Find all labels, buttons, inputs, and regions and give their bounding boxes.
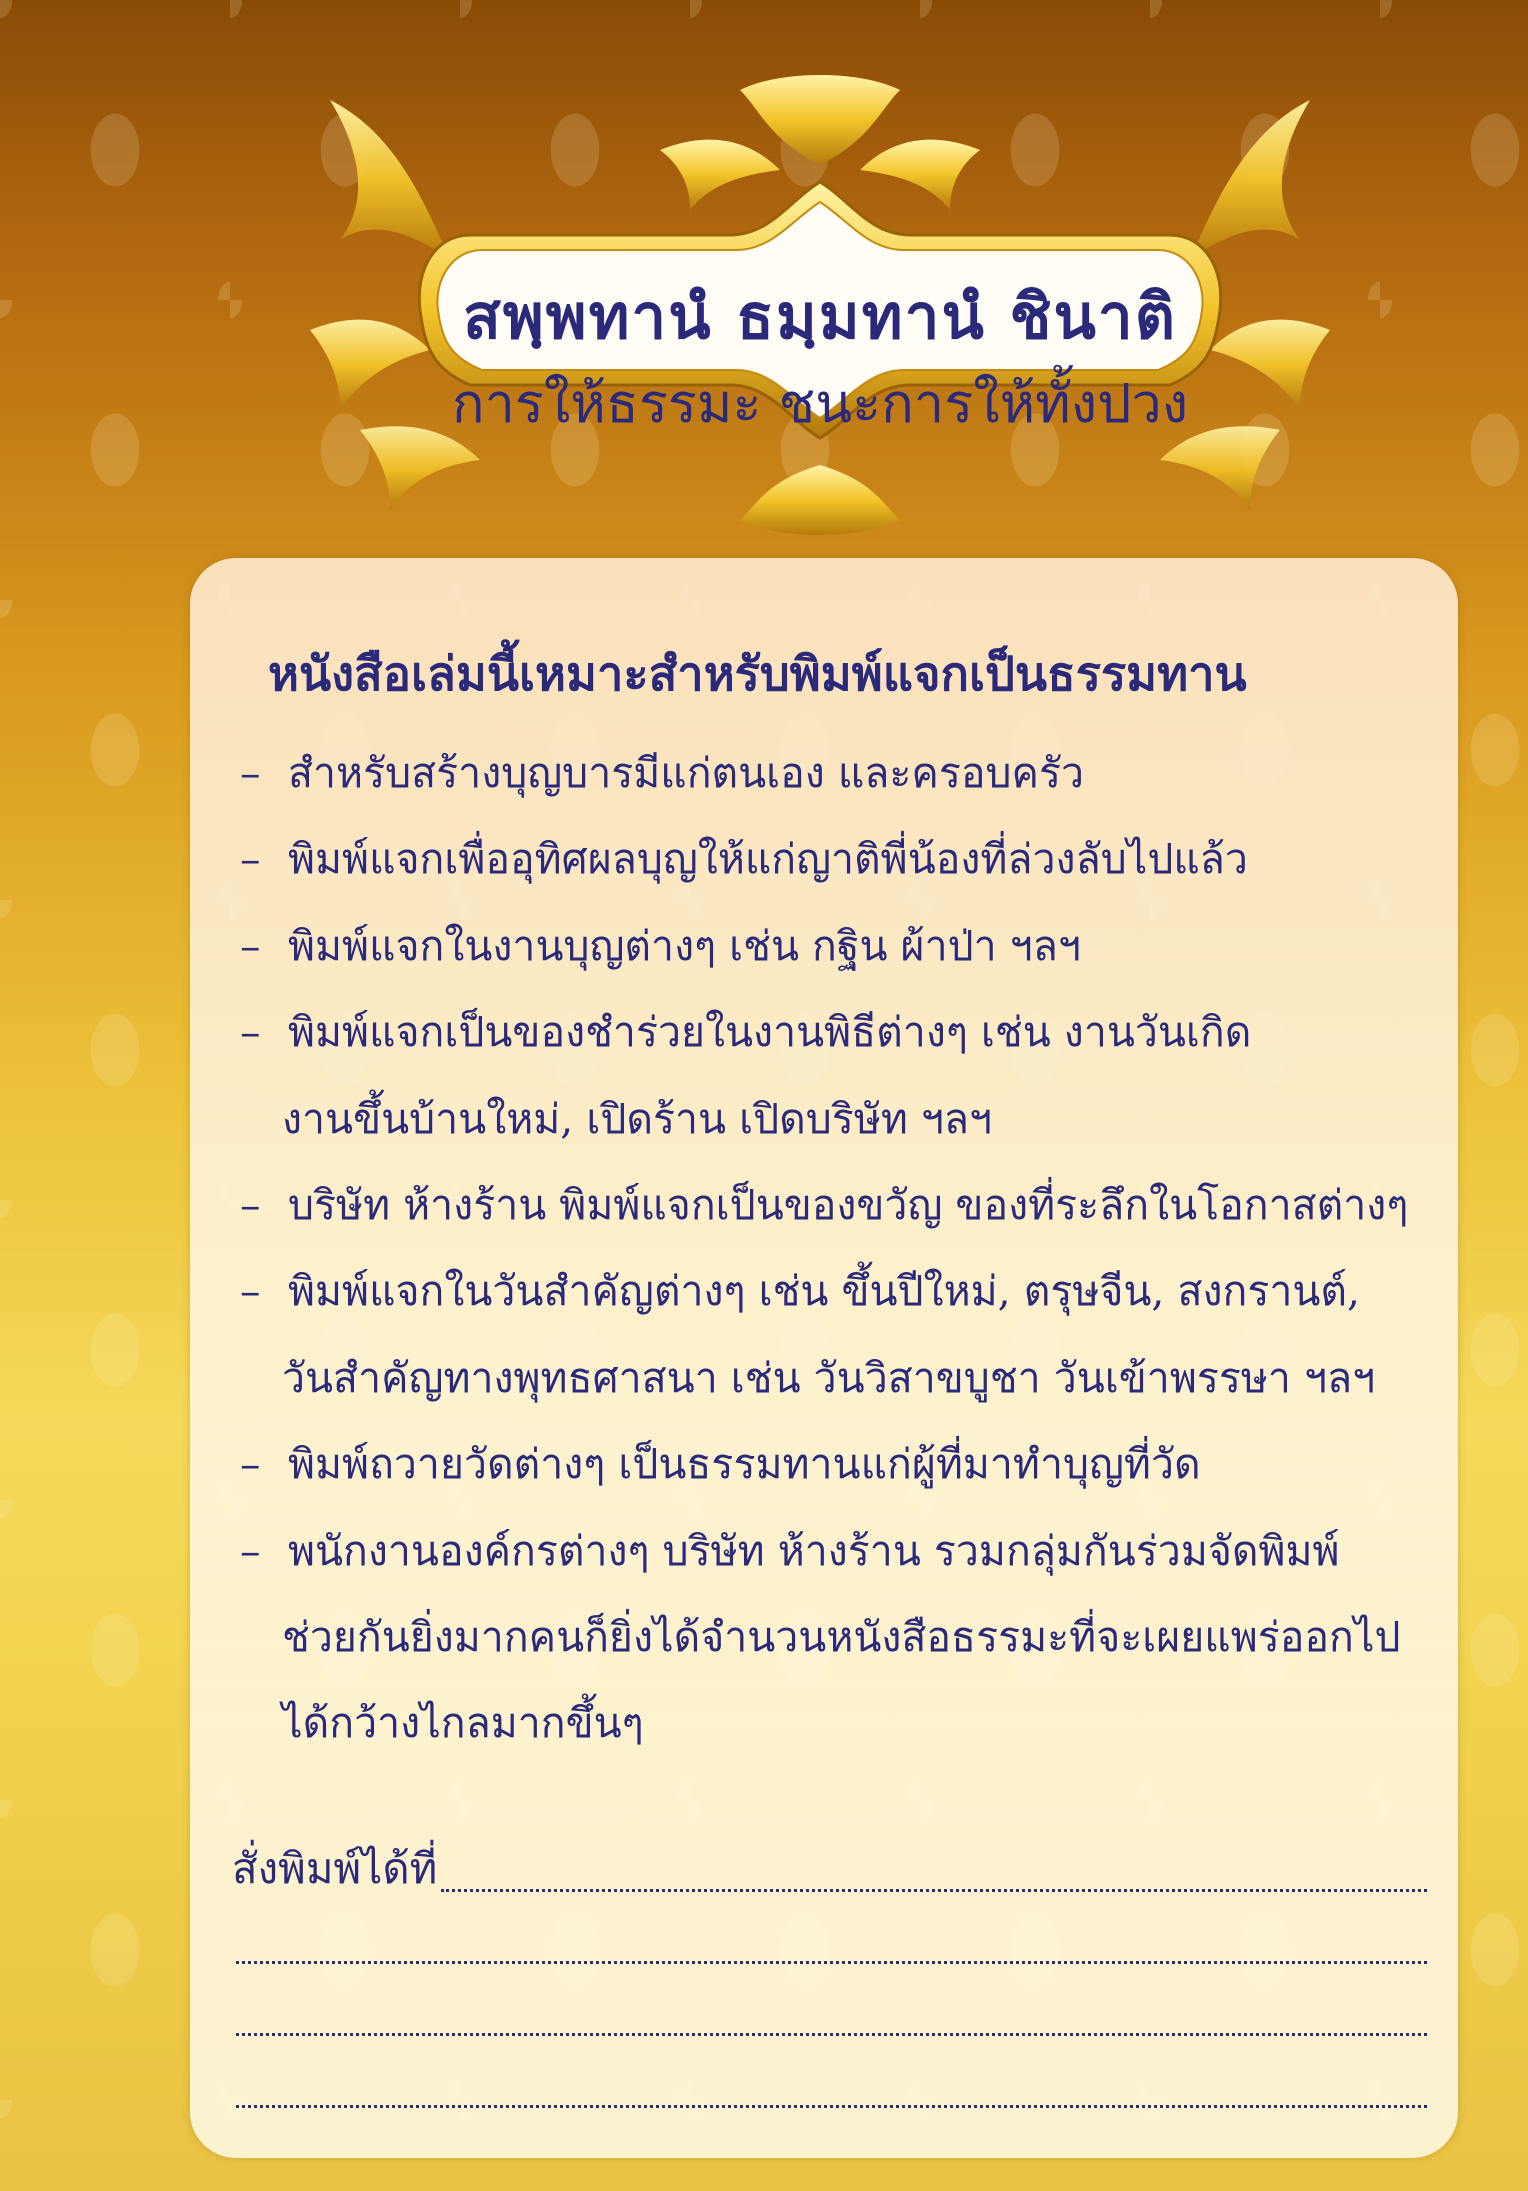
order-row: [232, 1974, 1427, 2046]
list-item-text: พนักงานองค์กรต่างๆ บริษัท ห้างร้าน รวมกลุ่มกันร่วมจัดพิมพ์: [288, 1526, 1340, 1575]
list-item-text: พิมพ์แจกในงานบุญต่างๆ เช่น กฐิน ผ้าป่า ฯลฯ: [288, 921, 1081, 970]
list-item: [240, 1162, 1430, 1248]
bullet-dash: –: [240, 921, 261, 970]
bullet-dash: –: [240, 835, 261, 884]
list-item-text: พิมพ์แจกเพื่ออุทิศผลบุญให้แก่ญาติพี่น้องที่ล่วงลับไปแล้ว: [288, 835, 1248, 884]
bullet-dash: –: [240, 1008, 261, 1057]
list-item-text: สำหรับสร้างบุญบารมีแก่ตนเอง และครอบครัว: [288, 749, 1084, 797]
list-item-continuation: [240, 1680, 1430, 1766]
list-item-continuation: [240, 1335, 1430, 1421]
bullet-dash: –: [240, 1526, 261, 1575]
list-item-text: พิมพ์แจกในวันสำคัญต่างๆ เช่น ขึ้นปีใหม่, ตรุษจีน, สงกรานต์,: [288, 1267, 1361, 1316]
order-section: [232, 1830, 1427, 2118]
header-title-thai: การให้ธรรมะ ชนะการให้ทั้งปวง: [451, 372, 1189, 435]
list-item-text: ได้กว้างไกลมากขึ้นๆ: [282, 1699, 644, 1748]
bullet-dash: –: [240, 749, 261, 797]
dotted-fill-line: [441, 1889, 1427, 1892]
list-item-text: พิมพ์ถวายวัดต่างๆ เป็นธรรมทานแก่ผู้ที่มาทำบุญที่วัด: [288, 1440, 1201, 1489]
list-item: [240, 903, 1430, 989]
order-label: สั่งพิมพ์ได้ที่: [232, 1844, 438, 1893]
order-row: [232, 1902, 1427, 1974]
list-item: [240, 1248, 1430, 1334]
list-item-text: บริษัท ห้างร้าน พิมพ์แจกเป็นของขวัญ ของที่ระลึกในโอกาสต่างๆ: [288, 1180, 1409, 1229]
list-item: [240, 1508, 1430, 1594]
list-item-text: วันสำคัญทางพุทธศาสนา เช่น วันวิสาขบูชา วันเข้าพรรษา ฯลฯ: [282, 1353, 1376, 1402]
list-item-continuation: [240, 1076, 1430, 1162]
list-item-text: งานขึ้นบ้านใหม่, เปิดร้าน เปิดบริษัท ฯลฯ: [282, 1094, 993, 1143]
dotted-fill-line: [236, 1961, 1427, 1964]
dotted-fill-line: [236, 2033, 1427, 2036]
bullet-dash: –: [240, 1267, 261, 1316]
list-item: [240, 816, 1430, 902]
list-item: [240, 1421, 1430, 1507]
list-item: [240, 730, 1430, 816]
list-item-text: พิมพ์แจกเป็นของชำร่วยในงานพิธีต่างๆ เช่น งานวันเกิด: [288, 1008, 1252, 1057]
panel-heading: หนังสือเล่มนี้เหมาะสำหรับพิมพ์แจกเป็นธรรมทาน: [268, 647, 1247, 702]
order-row: [232, 2046, 1427, 2118]
bullet-dash: –: [240, 1180, 261, 1229]
list-item-text: ช่วยกันยิ่งมากคนก็ยิ่งได้จำนวนหนังสือธรรมะที่จะเผยแพร่ออกไป: [282, 1612, 1401, 1661]
list-item-continuation: [240, 1594, 1430, 1680]
order-row: [232, 1830, 1427, 1902]
header-title-pali: สพฺพทานํ ธมฺมทานํ ชินาติ: [462, 280, 1177, 353]
dotted-fill-line: [236, 2105, 1427, 2108]
bullet-list: [240, 730, 1430, 1767]
bullet-dash: –: [240, 1440, 261, 1489]
list-item: [240, 989, 1430, 1075]
